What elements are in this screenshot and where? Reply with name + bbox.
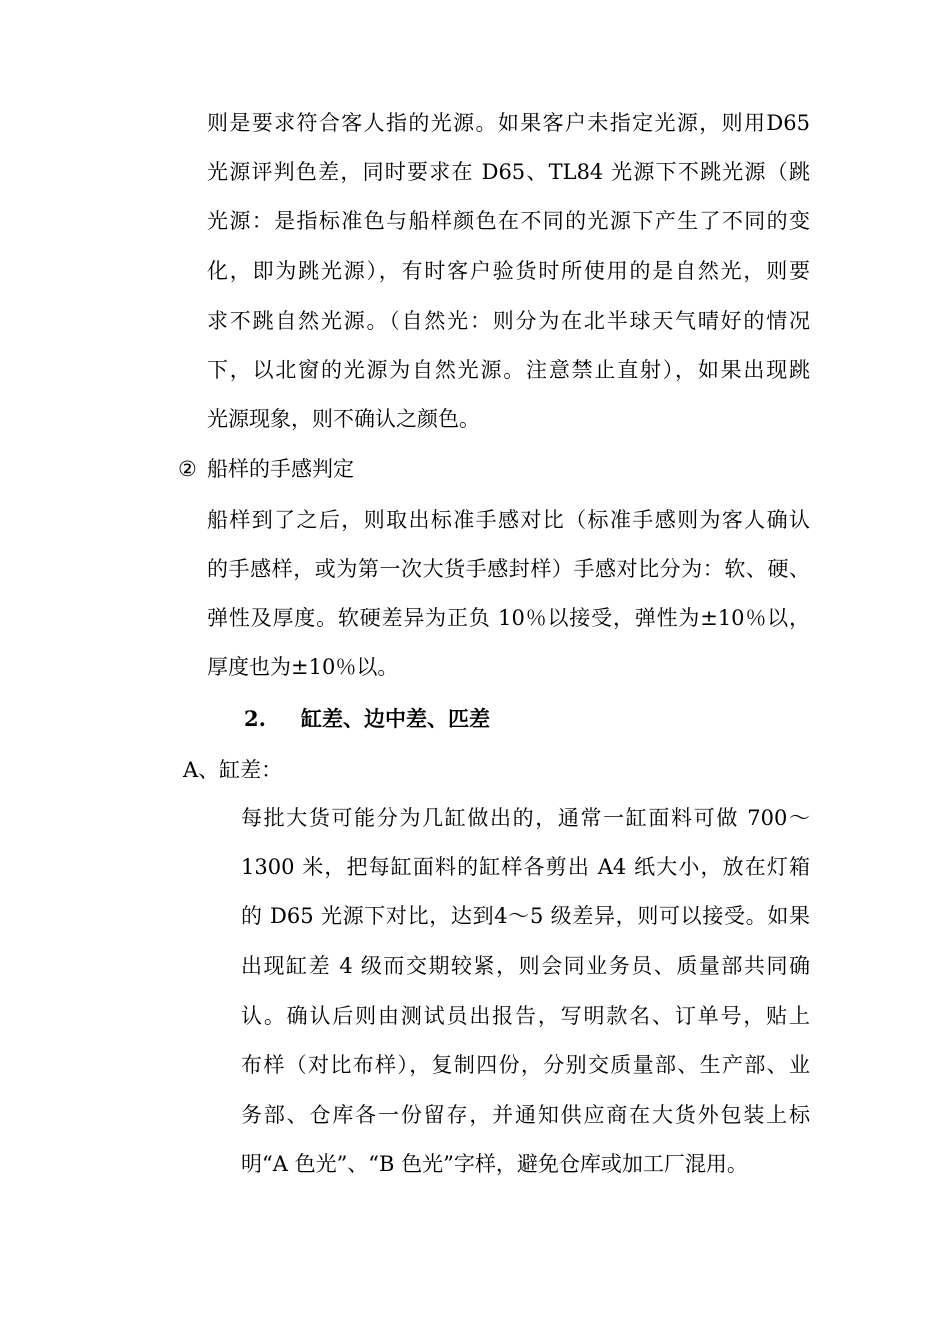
circled-number-marker: ②: [178, 457, 197, 481]
text-line: 务部、仓库各一份留存，并通知供应商在大货外包装上标: [241, 1103, 810, 1127]
section-number: 2.: [244, 706, 266, 731]
text-line: 认。确认后则由测试员出报告，写明款名、订单号，贴上: [241, 1004, 810, 1028]
text-line: 每批大货可能分为几缸做出的，通常一缸面料可做 700～: [241, 806, 810, 830]
text-line: 出现缸差 4 级而交期较紧，则会同业务员、质量部共同确: [241, 954, 810, 978]
text-line: 厚度也为±10％以。: [207, 655, 399, 679]
item-title: 船样的手感判定: [207, 457, 354, 481]
text-line: 化，即为跳光源），有时客户验货时所使用的是自然光，则要: [207, 259, 810, 283]
text-line: 明“A 色光”、“B 色光”字样，避免仓库或加工厂混用。: [241, 1152, 748, 1176]
text-line: 则是要求符合客人指的光源。如果客户未指定光源，则用D65: [207, 111, 810, 135]
text-line: 布样（对比布样），复制四份，分别交质量部、生产部、业: [241, 1053, 810, 1077]
text-line: 光源：是指标准色与船样颜色在不同的光源下产生了不同的变: [207, 209, 810, 233]
text-line: 船样到了之后，则取出标准手感对比（标准手感则为客人确认: [207, 508, 810, 532]
text-line: 1300 米，把每缸面料的缸样各剪出 A4 纸大小，放在灯箱: [241, 855, 810, 879]
text-line: 光源评判色差，同时要求在 D65、TL84 光源下不跳光源（跳: [207, 160, 810, 184]
text-line: 的 D65 光源下对比，达到4～5 级差异，则可以接受。如果: [241, 904, 810, 928]
text-line: 光源现象，则不确认之颜色。: [207, 407, 480, 431]
subsection-label: A、缸差：: [183, 758, 283, 782]
text-line: 的手感样，或为第一次大货手感封样）手感对比分为：软、硬、: [207, 557, 810, 581]
text-line: 下，以北窗的光源为自然光源。注意禁止直射），如果出现跳: [207, 358, 810, 382]
text-line: 求不跳自然光源。（自然光：则分为在北半球天气晴好的情况: [207, 309, 810, 333]
text-line: 弹性及厚度。软硬差异为正负 10％以接受，弹性为±10％以，: [207, 606, 810, 630]
section-title: 缸差、边中差、匹差: [301, 706, 490, 731]
